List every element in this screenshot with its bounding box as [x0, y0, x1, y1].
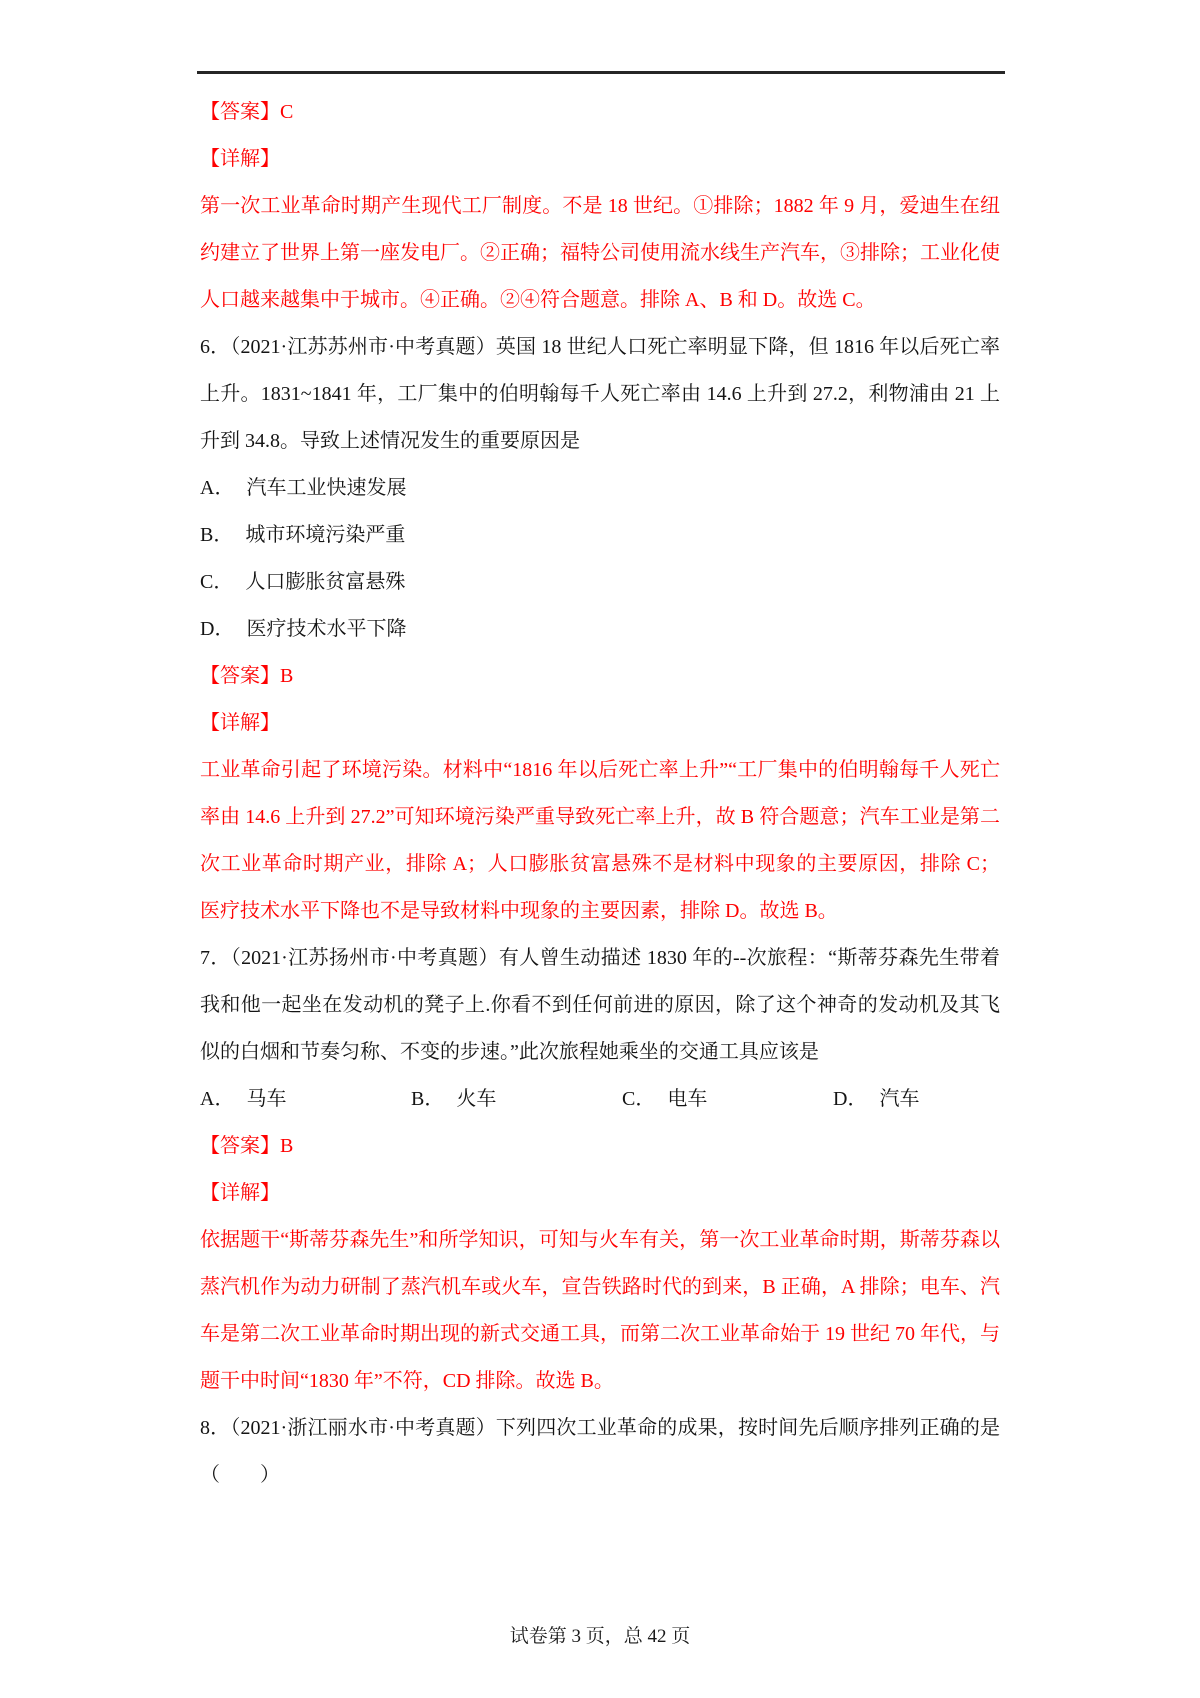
question-7-option-c [622, 1076, 833, 1123]
option-key: C． [622, 1088, 656, 1110]
q5-answer-line [200, 89, 1000, 136]
q5-explanation: 第一次工业革命时期产生现代工厂制度。不是 18 世纪。①排除；1882 年 9 月，爱迪生在纽约建立了世界上第一座发电厂。②正确；福特公司使用流水线生产汽车，③排除；工业化使人口越来越集中于城市。④正确。②④符合题意。排除 A、B 和 D。故选 C。 [200, 195, 1000, 311]
header-separator-line [197, 71, 1005, 74]
q7-answer-marker: 【答案】 [200, 1135, 280, 1157]
option-text: 电车 [667, 1088, 708, 1110]
option-text: 汽车工业快速发展 [246, 477, 407, 499]
option-key: C． [200, 571, 234, 593]
q6-answer-marker: 【答案】 [200, 665, 280, 687]
option-key: A． [200, 1088, 235, 1110]
option-key: A． [200, 477, 235, 499]
page-content [200, 89, 1000, 1499]
page-number-text: 试卷第 3 页，总 42 页 [509, 1626, 691, 1647]
q6-detail-marker: 【详解】 [200, 712, 280, 734]
option-key: D． [200, 618, 235, 640]
q7-answer-line [200, 1123, 1000, 1170]
q5-answer-marker: 【答案】 [200, 101, 280, 123]
question-6-stem: 6．（2021·江苏苏州市·中考真题）英国 18 世纪人口死亡率明显下降，但 1816 年以后死亡率上升。1831~1841 年，工厂集中的伯明翰每千人死亡率由 14.6 上升到 27.2，利物浦由 21 上升到 34.8。导致上述情况发生的重要原因是 [200, 336, 1000, 452]
question-7-option-d [833, 1076, 919, 1123]
option-text: 城市环境污染严重 [245, 524, 406, 546]
q7-detail-marker: 【详解】 [200, 1182, 280, 1204]
option-key: D． [833, 1088, 868, 1110]
q7-explanation: 依据题干“斯蒂芬森先生”和所学知识，可知与火车有关，第一次工业革命时期，斯蒂芬森以蒸汽机作为动力研制了蒸汽机车或火车，宣告铁路时代的到来，B 正确，A 排除；电车、汽车是第二次工业革命时期出现的新式交通工具，而第二次工业革命始于 19 世纪 70 年代，与题干中时间“1830 年”不符，CD 排除。故选 B。 [200, 1229, 1000, 1392]
option-text: 汽车 [879, 1088, 920, 1110]
question-6-option-b [200, 512, 1000, 559]
q6-explanation: 工业革命引起了环境污染。材料中“1816 年以后死亡率上升”“工厂集中的伯明翰每千人死亡率由 14.6 上升到 27.2”可知环境污染严重导致死亡率上升，故 B 符合题意；汽车工业是第二次工业革命时期产业，排除 A；人口膨胀贫富悬殊不是材料中现象的主要原因，排除 C； 医疗技术水平下降也不是导致材料中现象的主要因素，排除 D。故选 B。 [200, 759, 1000, 922]
option-text: 医疗技术水平下降 [246, 618, 407, 640]
option-text: 马车 [246, 1088, 287, 1110]
q6-answer-value: B [280, 665, 294, 687]
page-footer [0, 1613, 1200, 1660]
q7-answer-value: B [280, 1135, 294, 1157]
question-6-option-a [200, 465, 1000, 512]
option-text: 火车 [456, 1088, 497, 1110]
question-7-stem: 7．（2021·江苏扬州市·中考真题）有人曾生动描述 1830 年的--次旅程：“斯蒂芬森先生带着我和他一起坐在发动机的凳子上.你看不到任何前进的原因，除了这个神奇的发动机及其飞似的白烟和节奏匀称、不变的步速。”此次旅程她乘坐的交通工具应该是 [200, 947, 1000, 1063]
question-7-options [200, 1076, 1000, 1123]
question-7-option-a [200, 1076, 411, 1123]
option-key: B． [200, 524, 234, 546]
q5-answer-value: C [280, 101, 294, 123]
question-7-option-b [411, 1076, 622, 1123]
question-8-stem: 8．（2021·浙江丽水市·中考真题）下列四次工业革命的成果，按时间先后顺序排列正确的是（ ） [200, 1417, 1000, 1486]
question-6-option-d [200, 606, 1000, 653]
question-6-option-c [200, 559, 1000, 606]
q6-answer-line [200, 653, 1000, 700]
option-text: 人口膨胀贫富悬殊 [245, 571, 406, 593]
option-key: B． [411, 1088, 445, 1110]
q5-detail-marker: 【详解】 [200, 148, 280, 170]
